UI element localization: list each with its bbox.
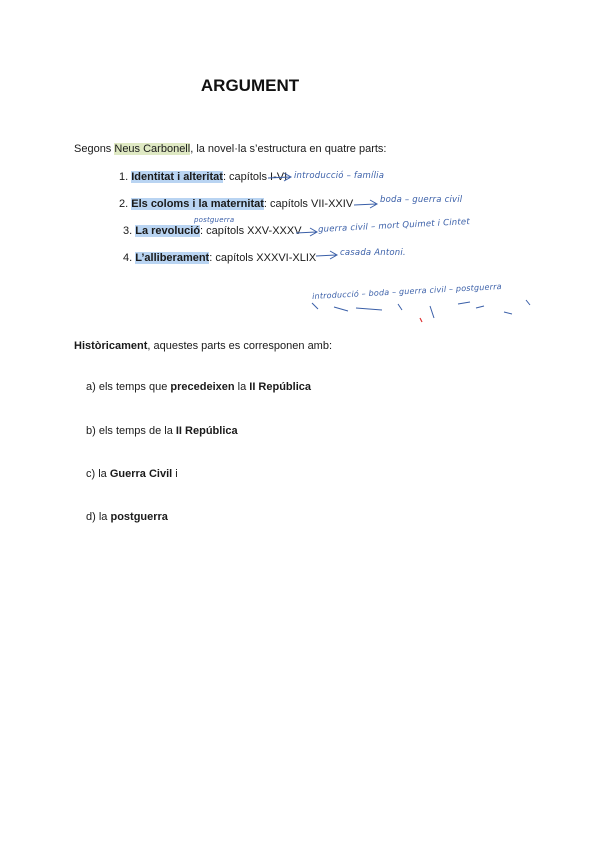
- part-item-4: [123, 252, 316, 264]
- period-item-a: [86, 381, 311, 393]
- period-bold: postguerra: [110, 511, 168, 523]
- period-item-b: [86, 425, 238, 437]
- note-part-1: introducció – família: [294, 171, 385, 181]
- period-prefix: b) els temps de la: [86, 425, 176, 437]
- part-chapters: : capítols XXV-XXXV: [200, 225, 302, 237]
- intro-paragraph: [74, 143, 386, 155]
- period-bold: precedeixen: [170, 381, 235, 393]
- period-item-d: [86, 511, 168, 523]
- red-ink-mark: [420, 318, 422, 322]
- period-bold: II República: [249, 381, 312, 393]
- note-part-4: casada Antoni.: [340, 248, 406, 258]
- part-number: 2.: [119, 198, 129, 210]
- period-prefix: c) la: [86, 468, 110, 480]
- intro-suffix: , la novel·la s’estructura en quatre parts:: [190, 143, 387, 155]
- part-name: Identitat i alteritat: [131, 171, 223, 183]
- arrow-icon: [316, 251, 337, 259]
- period-mid: i: [172, 468, 178, 480]
- period-mid: la: [234, 381, 250, 393]
- period-item-c: [86, 468, 178, 480]
- period-prefix: d) la: [86, 511, 111, 523]
- page-title: ARGUMENT: [200, 76, 300, 95]
- part-item-1: [119, 171, 287, 183]
- scribble-note: introducció – boda – guerra civil – postguerra: [311, 282, 502, 301]
- period-bold: II República: [175, 425, 238, 437]
- part-item-2: [119, 198, 353, 210]
- historic-bold: Històricament: [74, 340, 148, 352]
- note-part-3-above: postguerra: [194, 216, 235, 224]
- scribble-strokes: [312, 300, 530, 318]
- arrow-icon: [354, 200, 377, 208]
- part-chapters: : capítols I-VI: [222, 171, 288, 183]
- part-name: L’alliberament: [135, 252, 210, 264]
- historic-paragraph: [74, 340, 332, 352]
- intro-prefix: Segons: [74, 143, 115, 155]
- note-part-2: boda – guerra civil: [380, 195, 463, 205]
- period-bold: Guerra Civil: [109, 468, 173, 480]
- author-name: Neus Carbonell: [114, 143, 191, 155]
- part-number: 4.: [123, 252, 133, 264]
- historic-rest: , aquestes parts es corresponen amb:: [147, 340, 333, 352]
- note-part-3: guerra civil – mort Quimet i Cintet: [317, 217, 471, 235]
- part-number: 1.: [119, 171, 129, 183]
- part-chapters: : capítols XXXVI-XLIX: [209, 252, 317, 264]
- part-item-3: [123, 225, 302, 237]
- part-name: La revolució: [135, 225, 201, 237]
- part-number: 3.: [123, 225, 133, 237]
- part-chapters: : capítols VII-XXIV: [263, 198, 354, 210]
- period-prefix: a) els temps que: [86, 381, 171, 393]
- part-name: Els coloms i la maternitat: [131, 198, 264, 210]
